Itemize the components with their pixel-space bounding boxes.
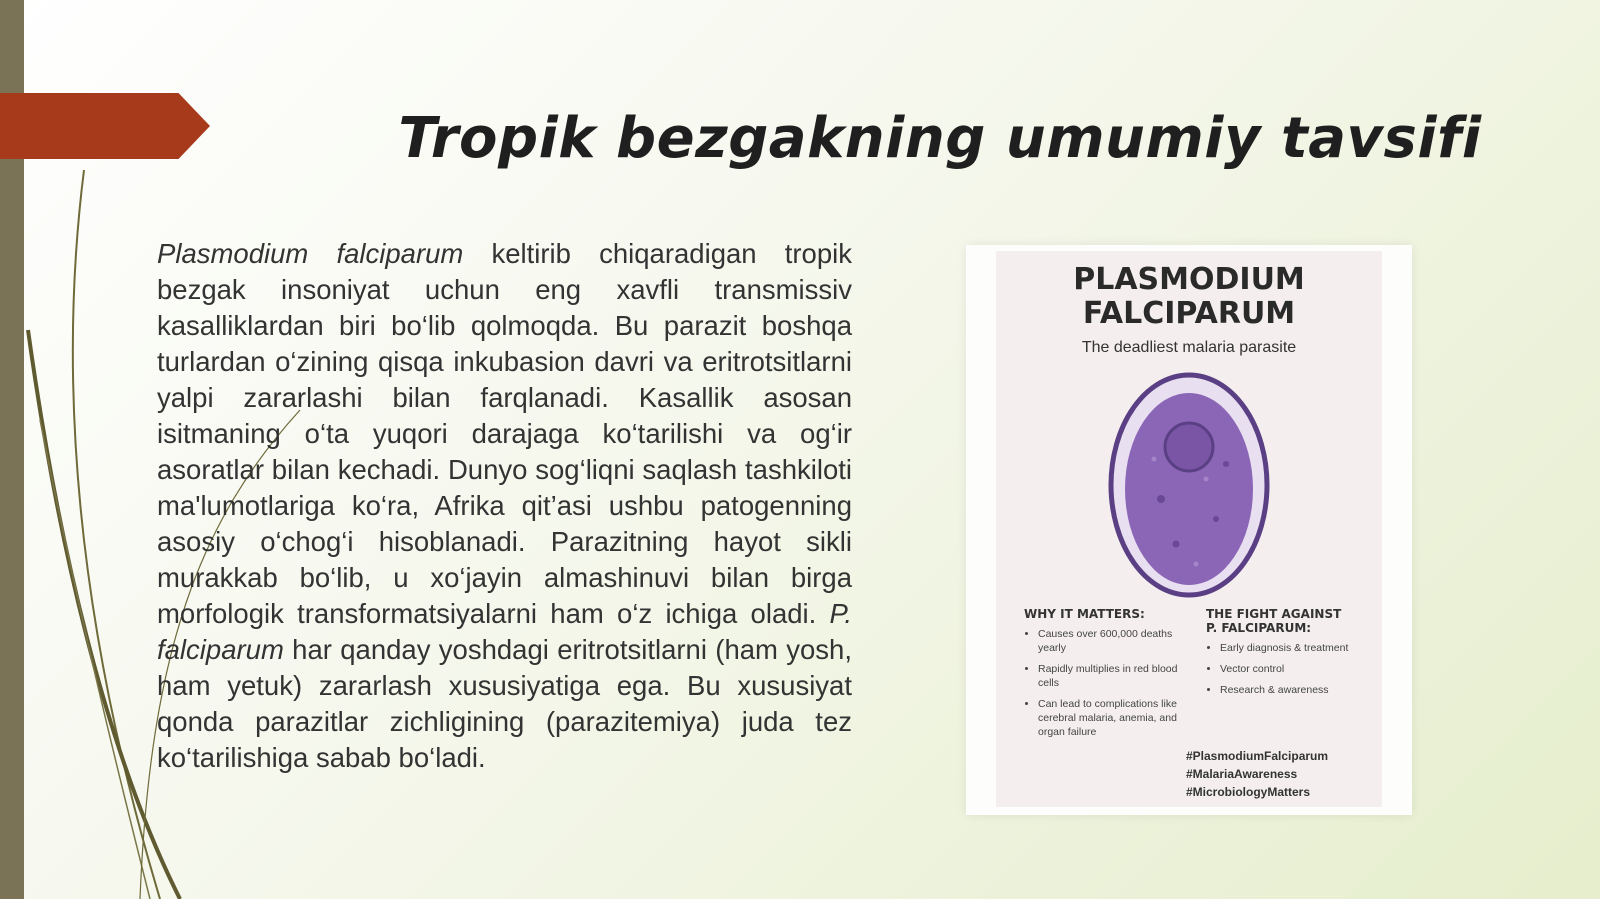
slide-title: Tropik bezgakning umumiy tavsifi (398, 106, 1482, 171)
why-item: • Can lead to complications like cerebral malaria, anemia, and organ failure (1038, 697, 1179, 739)
body-paragraph (157, 236, 852, 776)
poster-title (996, 263, 1382, 331)
hashtag: #MalariaAwareness (1186, 767, 1298, 781)
why-heading: WHY IT MATTERS: (1024, 607, 1145, 621)
hashtags (1186, 747, 1328, 801)
species-name: Plasmodium falciparum (157, 238, 464, 269)
why-it-matters-section (1024, 607, 1179, 746)
fight-item: • Vector control (1220, 662, 1381, 676)
hashtag: #MicrobiologyMatters (1186, 785, 1311, 799)
parasite-cell-illustration (1106, 369, 1272, 601)
why-item: • Causes over 600,000 deaths yearly (1038, 627, 1179, 655)
poster-title-line1: PLASMODIUM (1073, 262, 1305, 297)
body-text-part1: keltirib chiqaradigan tropik bezgak insoniyat uchun eng xavfli transmissiv kasalliklardan biri bo‘lib qolmoqda. Bu parazit boshqa turlardan o‘zining qisqa inkubasion davri va eritrotsitlarni yalpi zararlashi bilan farqlanadi. Kasallik asosan isitmaning o‘ta yuqori darajaga ko‘tarilishi va og‘ir asoratlar bilan kechadi. Dunyo sog‘liqni saqlash tashkiloti ma'lumotlariga ko‘ra, Afrika qit’asi ushbu patogenning asosiy o‘chog‘i hisoblanadi. Parazitning hayot sikli murakkab bo‘lib, u xo‘jayin almashinuvi bilan birga morfologik transformatsiyalarni ham o‘z ichiga oladi. (157, 238, 852, 629)
fight-heading-line1: THE FIGHT AGAINST (1206, 607, 1342, 621)
fight-item: • Research & awareness (1220, 683, 1381, 697)
fight-heading (1206, 607, 1381, 635)
poster-card (996, 251, 1382, 807)
poster-image (966, 245, 1412, 815)
poster-subtitle: The deadliest malaria parasite (1081, 339, 1297, 356)
fight-heading-line2: P. FALCIPARUM: (1206, 621, 1312, 635)
why-item: • Rapidly multiplies in red blood cells (1038, 662, 1179, 690)
fight-section (1206, 607, 1381, 704)
poster-title-line2: FALCIPARUM (1082, 296, 1296, 331)
hashtag: #PlasmodiumFalciparum (1186, 749, 1329, 763)
species-abbrev: P. falciparum (157, 598, 852, 665)
fight-item: • Early diagnosis & treatment (1220, 641, 1381, 655)
body-text-part2: har qanday yoshdagi eritrotsitlarni (ham yosh, ham yetuk) zararlash xususiyatiga ega. Bu xususiyat qonda parazitlar zichligining (parazitemiya) juda tez ko‘tarilishiga sabab bo‘ladi. (157, 634, 852, 773)
